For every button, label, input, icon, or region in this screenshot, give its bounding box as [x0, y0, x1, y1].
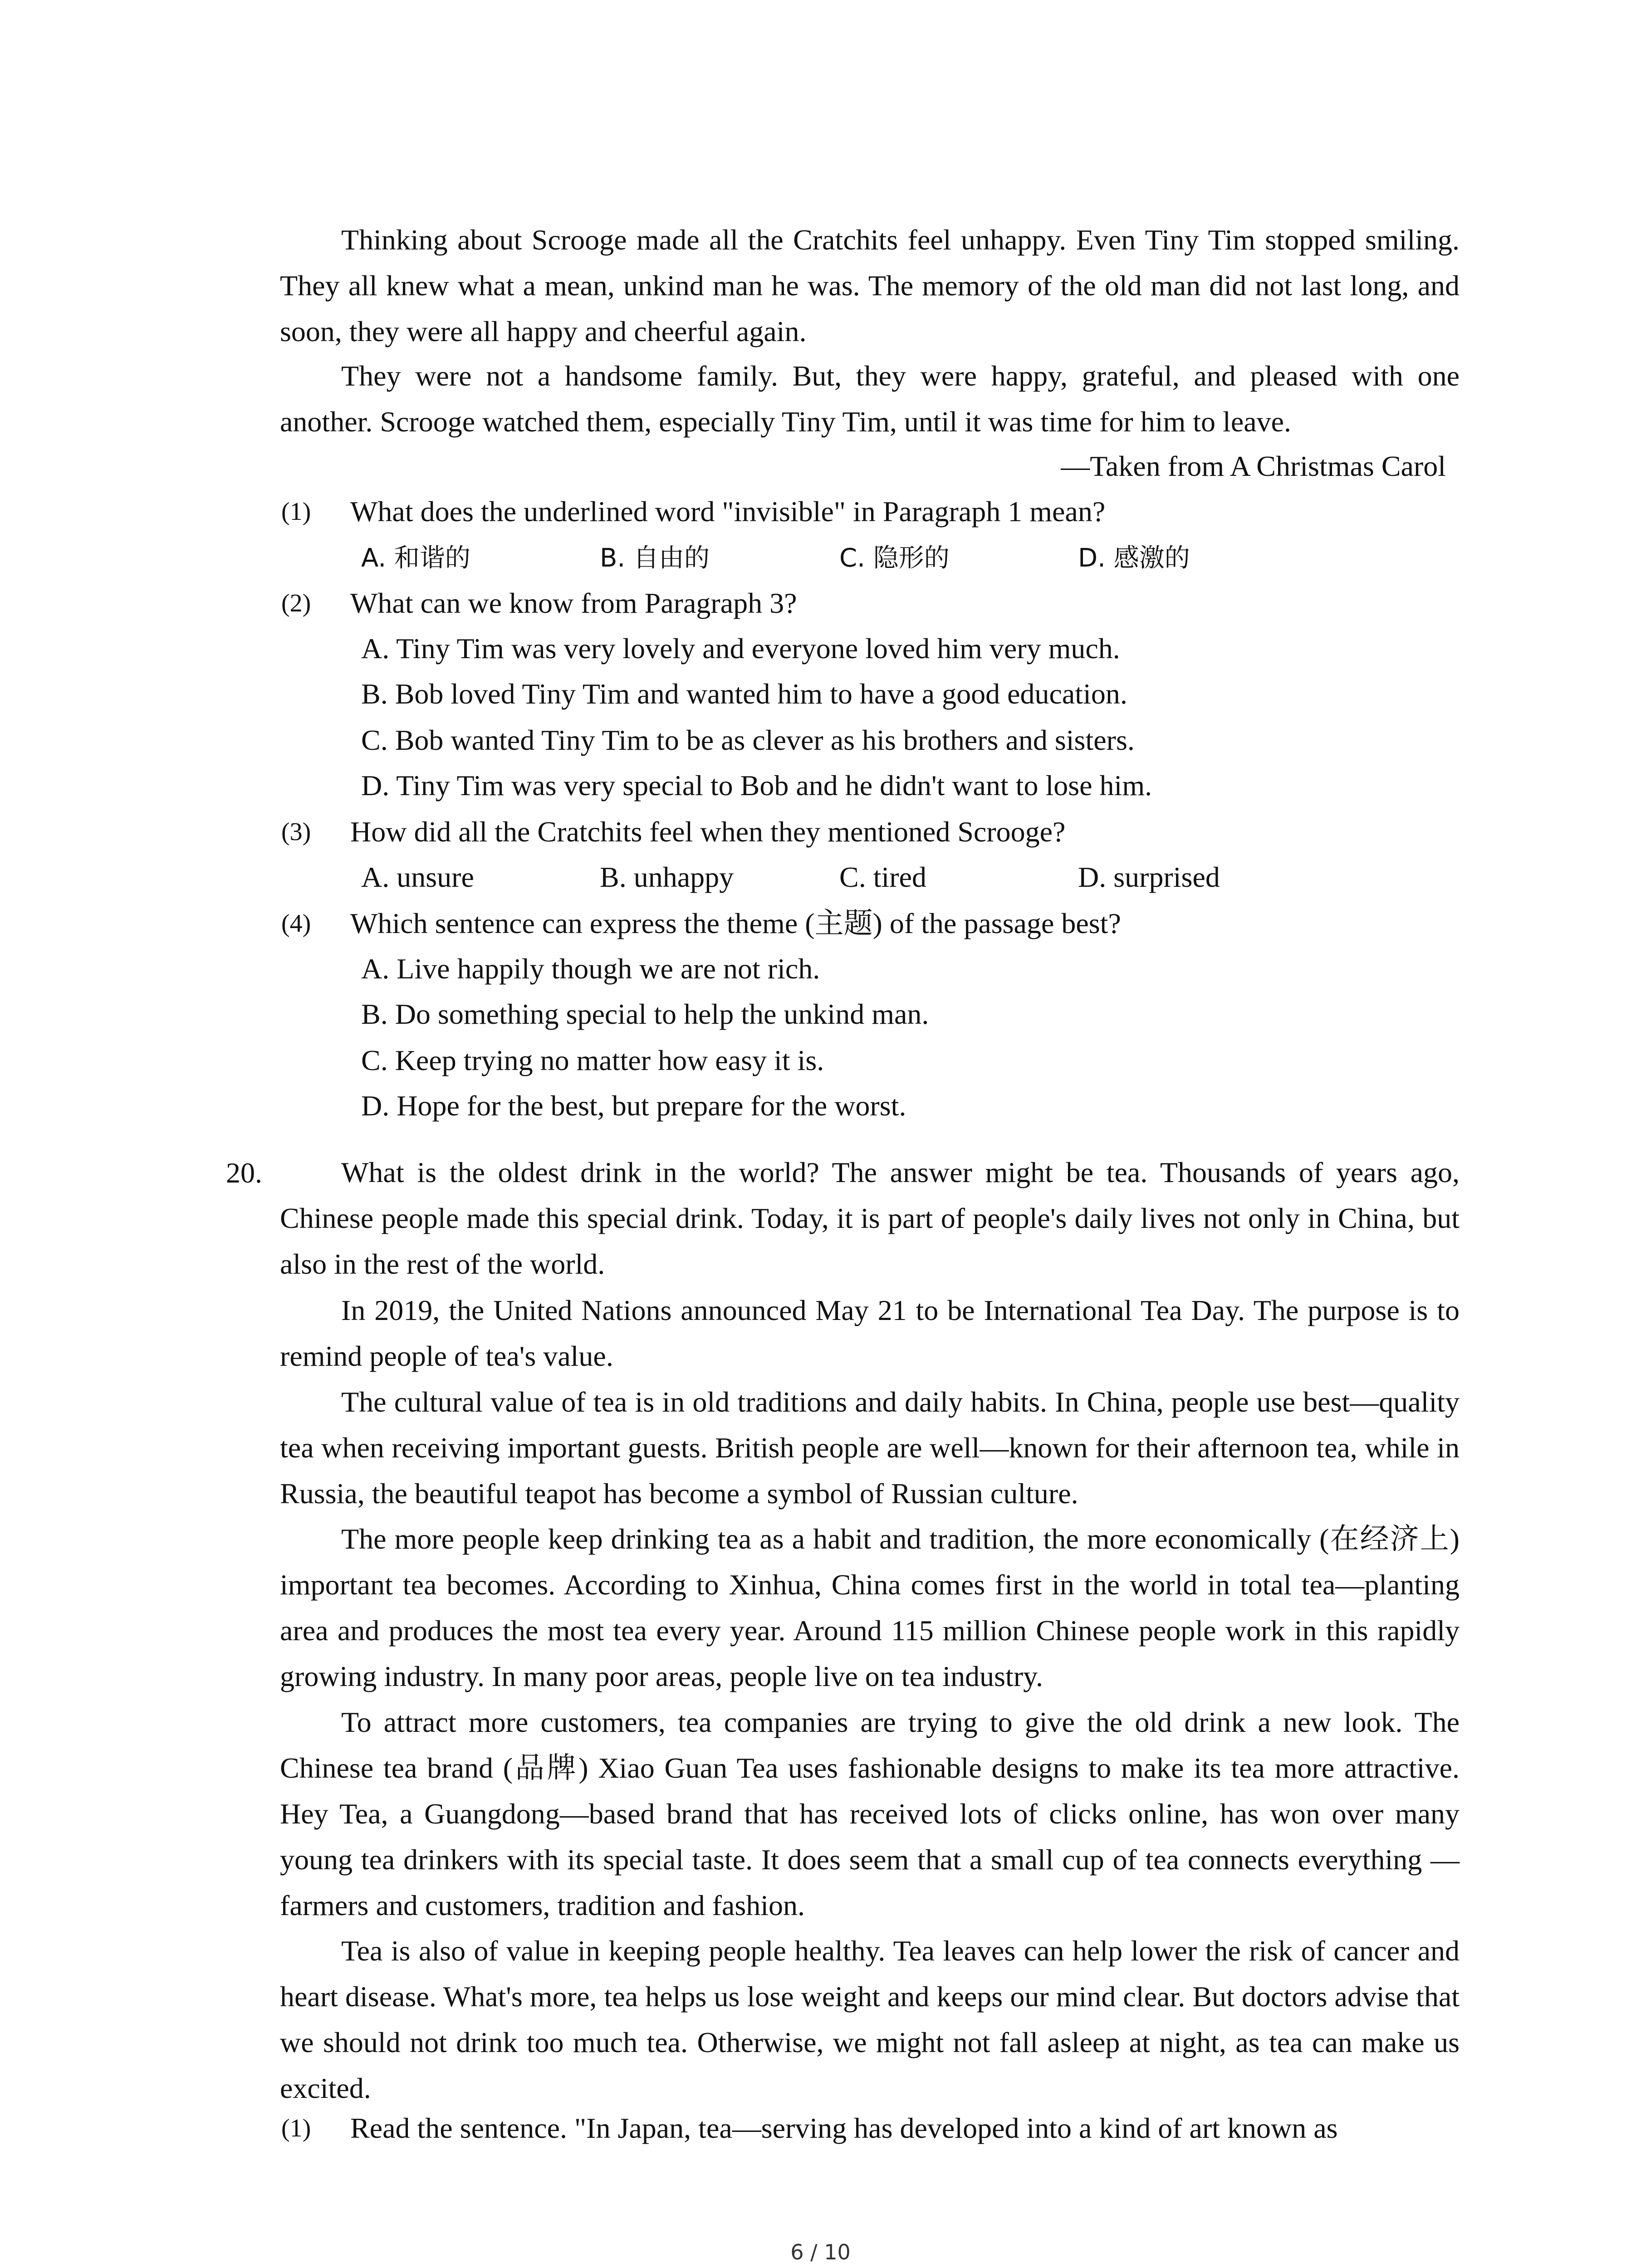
option-c: C. Bob wanted Tiny Tim to be as clever as his brothers and sisters.: [361, 724, 1135, 756]
question-group-number: 20.: [226, 1157, 262, 1189]
passage-20-paragraph: To attract more customers, tea companies are trying to give the old drink a new look. The Chinese tea brand (品牌) Xiao Guan Tea uses fashionable designs to make its tea more attractive. Hey Tea, a Guangdong—based brand that has received lots of clicks online, has won over many young tea drinkers with its special taste. It does seem that a small cup of tea connects everything — farmers and customers, tradition and fashion.: [280, 1706, 1460, 1921]
passage-19-paragraph: They were not a handsome family. But, they were happy, grateful, and pleased with one another. Scrooge watched them, especially Tiny Tim, until it was time for him to leave.: [280, 360, 1460, 438]
question-text: How did all the Cratchits feel when they mentioned Scrooge?: [350, 816, 1066, 848]
option-d: D. Hope for the best, but prepare for the worst.: [361, 1090, 906, 1122]
option-b: B. unhappy: [600, 861, 734, 893]
passage-20-paragraph: Tea is also of value in keeping people healthy. Tea leaves can help lower the risk of cancer and heart disease. What's more, tea helps us lose weight and keeps our mind clear. But doctors advise that we should not drink too much tea. Otherwise, we might not fall asleep at night, as tea can make us excited.: [280, 1935, 1460, 2104]
option-c: C. tired: [839, 861, 926, 893]
option-d: D. surprised: [1078, 861, 1220, 893]
question-number: (4): [281, 909, 311, 938]
option-d: D. Tiny Tim was very special to Bob and he didn't want to lose him.: [361, 769, 1152, 802]
passage-19-paragraph: Thinking about Scrooge made all the Cratchits feel unhappy. Even Tiny Tim stopped smiling. They all knew what a mean, unkind man he was. The memory of the old man did not last long, and soon, they were all happy and cheerful again.: [280, 224, 1460, 347]
question-number: (2): [281, 589, 311, 617]
option-b: B. Bob loved Tiny Tim and wanted him to have a good education.: [361, 678, 1127, 710]
passage-source: —Taken from A Christmas Carol: [1061, 450, 1446, 482]
option-a: A. unsure: [361, 861, 474, 893]
question-text: What does the underlined word "invisible" in Paragraph 1 mean?: [350, 495, 1106, 528]
passage-20-paragraph: The more people keep drinking tea as a habit and tradition, the more economically (在经济上) important tea becomes. According to Xinhua, China comes first in the world in total tea—planting area and produces the most tea every year. Around 115 million Chinese people work in this rapidly growing industry. In many poor areas, people live on tea industry.: [280, 1523, 1460, 1692]
option-b: B. Do something special to help the unkind man.: [361, 998, 929, 1030]
option-a: A. 和谐的: [361, 543, 470, 573]
option-a: A. Live happily though we are not rich.: [361, 953, 820, 985]
option-d: D. 感激的: [1078, 543, 1190, 573]
passage-20-paragraph: What is the oldest drink in the world? The answer might be tea. Thousands of years ago, Chinese people made this special drink. Today, it is part of people's daily lives not only in China, but also in the rest of the world.: [280, 1156, 1460, 1280]
question-text: What can we know from Paragraph 3?: [350, 587, 797, 619]
passage-20-paragraph: The cultural value of tea is in old traditions and daily habits. In China, people use best—quality tea when receiving important guests. British people are well—known for their afternoon tea, while in Russia, the beautiful teapot has become a symbol of Russian culture.: [280, 1386, 1460, 1510]
question-text: Read the sentence. "In Japan, tea—serving has developed into a kind of art known as: [350, 2112, 1338, 2144]
page-number: 6 / 10: [790, 2240, 851, 2264]
question-number: (3): [281, 818, 311, 846]
passage-20-paragraph: In 2019, the United Nations announced May 21 to be International Tea Day. The purpose is to remind people of tea's value.: [280, 1294, 1460, 1372]
option-c: C. Keep trying no matter how easy it is.: [361, 1044, 824, 1076]
option-b: B. 自由的: [600, 543, 710, 573]
question-number: (1): [281, 498, 311, 526]
option-c: C. 隐形的: [839, 543, 950, 573]
question-text: Which sentence can express the theme (主题) of the passage best?: [350, 907, 1121, 939]
question-number: (1): [281, 2114, 311, 2142]
option-a: A. Tiny Tim was very lovely and everyone loved him very much.: [361, 632, 1120, 665]
